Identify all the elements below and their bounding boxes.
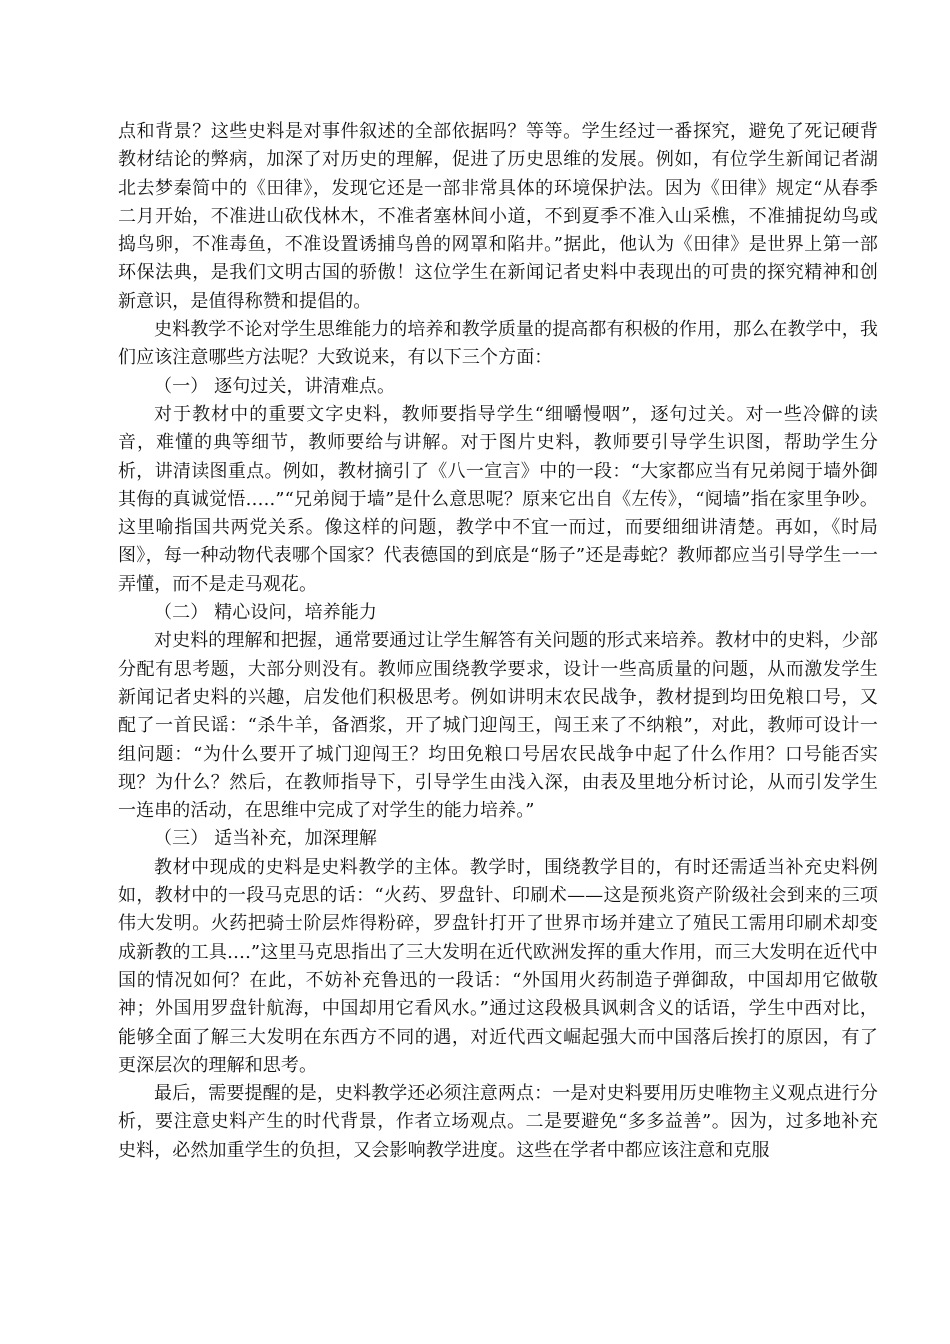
- paragraph-section-3: 教材中现成的史料是史料教学的主体。教学时，围绕教学目的，有时还需适当补充史料例如，教材中的一段马克思的话：“火药、罗盘针、印刷术——这是预兆资产阶级社会到来的三项伟大发明。火药把骑士阶层炸得粉碎，罗盘针打开了世界市场并建立了殖民工需用印刷术却变成新教的工具….”这里马克思指出了三大发明在近代欧洲发挥的重大作用，而三大发明在近代中国的情况如何？在此，不妨补充鲁迅的一段话：“外国用火药制造子弹御敌，中国却用它做敬神；外国用罗盘针航海，中国却用它看风水。”通过这段极具讽刺含义的话语，学生中西对比，能够全面了解三大发明在东西方不同的遇，对近代西文崛起强大而中国落后挨打的原因，有了更深层次的理解和思考。: [118, 856, 878, 1076]
- paragraph-section-2: 对史料的理解和把握，通常要通过让学生解答有关问题的形式来培养。教材中的史料，少部分配有思考题，大部分则没有。教师应围绕教学要求，设计一些高质量的问题，从而激发学生新闻记者史料的兴趣，启发他们积极思考。例如讲明末农民战争，教材提到均田免粮口号，又配了一首民谣：“杀牛羊，备酒浆，开了城门迎闯王，闯王来了不纳粮”，对此，教师可设计一组问题：“为什么要开了城门迎闯王？均田免粮口号居农民战争中起了什么作用？口号能否实现？为什么？然后，在教师指导下，引导学生由浅入深，由表及里地分析讨论，从而引发学生一连串的活动，在思维中完成了对学生的能力培养。”: [118, 630, 878, 822]
- document-body: [118, 118, 878, 1165]
- paragraph-intro: 史料教学不论对学生思维能力的培养和教学质量的提高都有积极的作用，那么在教学中，我们应该注意哪些方法呢？大致说来，有以下三个方面：: [118, 319, 878, 369]
- section-heading-3: （三） 适当补充，加深理解: [154, 828, 378, 850]
- section-heading-2: （二） 精心设问，培养能力: [154, 602, 378, 624]
- paragraph-continued: 点和背景？这些史料是对事件叙述的全部依据吗？等等。学生经过一番探究，避免了死记硬背教材结论的弊病，加深了对历史的理解，促进了历史思维的发展。例如，有位学生新闻记者湖北去梦秦简中的《田律》，发现它还是一部非常具体的环境保护法。因为《田律》规定“从春季二月开始，不准进山砍伐林木，不准者塞林间小道，不到夏季不准入山采樵，不准捕捉幼鸟或捣鸟卵，不准毒鱼，不准设置诱捕鸟兽的网罩和陷井。”据此，他认为《田律》是世界上第一部环保法典，是我们文明古国的骄傲！这位学生在新闻记者史料中表现出的可贵的探究精神和创新意识，是值得称赞和提倡的。: [118, 121, 878, 312]
- paragraph-conclusion: 最后，需要提醒的是，史料教学还必须注意两点：一是对史料要用历史唯物主义观点进行分析，要注意史料产生的时代背景，作者立场观点。二是要避免“多多益善”。因为，过多地补充史料，必然加重学生的负担，又会影响教学进度。这些在学者中都应该注意和克服: [118, 1083, 878, 1161]
- paragraph-section-1: 对于教材中的重要文字史料，教师要指导学生“细嚼慢咽”，逐句过关。对一些冷僻的读音，难懂的典等细节，教师要给与讲解。对于图片史料，教师要引导学生识图，帮助学生分析，讲清读图重点。例如，教材摘引了《八一宣言》中的一段：“大家都应当有兄弟阋于墙外御其侮的真诚觉悟…..”“兄弟阋于墙”是什么意思呢？原来它出自《左传》，“阋墙”指在家里争吵。这里喻指国共两党关系。像这样的问题，教学中不宜一而过，而要细细讲清楚。再如，《时局图》，每一种动物代表哪个国家？代表德国的到底是“肠子”还是毒蛇？教师都应当引导学生一一弄懂，而不是走马观花。: [118, 403, 878, 595]
- section-heading-1: （一） 逐句过关，讲清难点。: [154, 375, 396, 397]
